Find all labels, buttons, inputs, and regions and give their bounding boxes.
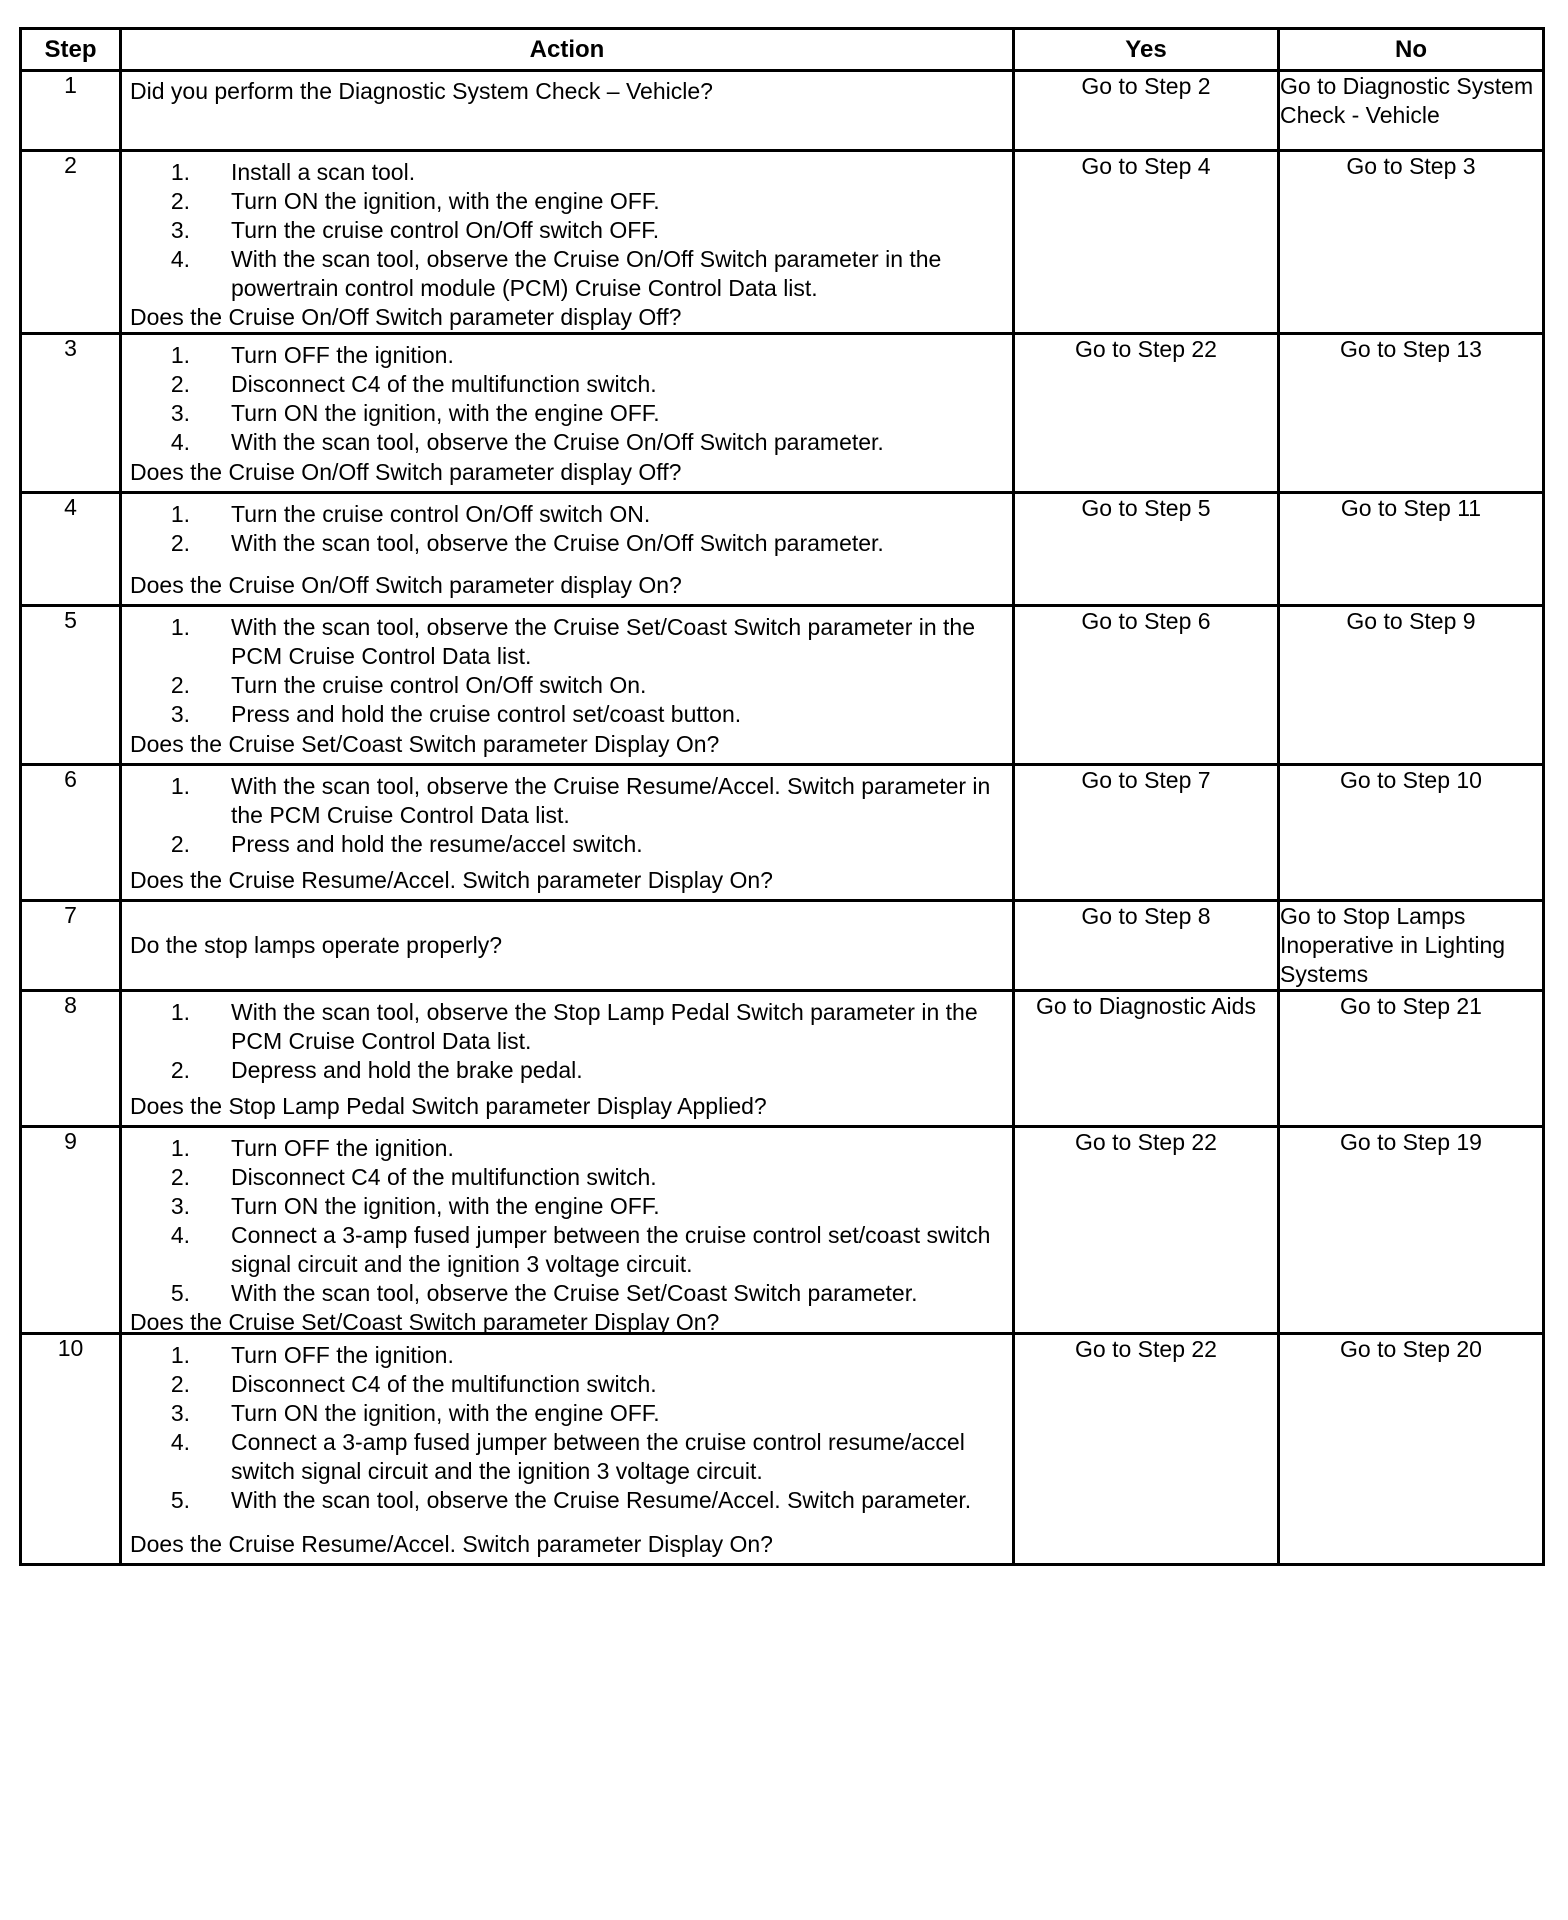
action-cell: [121, 765, 1014, 901]
action-item: [130, 1056, 1006, 1085]
action-item-number: 4.: [170, 1429, 190, 1455]
no-answer: Go to Step 21: [1279, 991, 1544, 1127]
action-cell: [121, 71, 1014, 151]
header-no: No: [1279, 29, 1544, 71]
yes-answer: Go to Step 22: [1014, 1334, 1279, 1565]
question-text: Does the Cruise Resume/Accel. Switch parameter Display On?: [130, 1531, 773, 1557]
action-item-text: Turn OFF the ignition.: [231, 1135, 454, 1161]
yes-answer: Go to Step 5: [1014, 493, 1279, 606]
step-number: 4: [21, 493, 121, 606]
action-item: [130, 399, 1006, 428]
action-cell: [121, 1127, 1014, 1334]
action-item-text: Turn the cruise control On/Off switch OFF.: [231, 217, 660, 243]
action-item: [130, 529, 1006, 558]
action-item-text: Disconnect C4 of the multifunction switch.: [231, 371, 657, 397]
action-item: [130, 1134, 1006, 1163]
step-number: 8: [21, 991, 121, 1127]
no-answer: Go to Step 3: [1279, 151, 1544, 334]
table-row: [21, 1127, 1544, 1334]
yes-answer: Go to Step 2: [1014, 71, 1279, 151]
action-item: [130, 500, 1006, 529]
yes-answer: Go to Step 7: [1014, 765, 1279, 901]
table-row: [21, 991, 1544, 1127]
table-row: [21, 901, 1544, 991]
question-text: Does the Cruise Set/Coast Switch parameter Display On?: [130, 1309, 720, 1335]
table-row: [21, 1334, 1544, 1565]
action-item-number: 1.: [170, 501, 190, 527]
action-item-text: Disconnect C4 of the multifunction switch.: [231, 1371, 657, 1397]
action-item: [130, 1370, 1006, 1399]
action-item: [130, 158, 1006, 187]
table-row: [21, 151, 1544, 334]
action-item-number: 1.: [170, 1135, 190, 1161]
action-item: [130, 700, 1006, 729]
question-text: Did you perform the Diagnostic System Check – Vehicle?: [130, 78, 713, 104]
action-list: [130, 613, 1006, 729]
yes-answer: Go to Step 6: [1014, 606, 1279, 765]
action-cell: [121, 334, 1014, 493]
question-text: Does the Cruise On/Off Switch parameter display Off?: [130, 304, 682, 330]
action-item-text: With the scan tool, observe the Cruise On/Off Switch parameter.: [231, 530, 884, 556]
yes-answer: Go to Step 4: [1014, 151, 1279, 334]
action-item: [130, 613, 1006, 671]
question-text: Does the Cruise Set/Coast Switch parameter Display On?: [130, 731, 720, 757]
step-number: 10: [21, 1334, 121, 1565]
action-item-text: With the scan tool, observe the Cruise Resume/Accel. Switch parameter in the PCM Cruise Control Data list.: [231, 773, 991, 828]
step-number: 3: [21, 334, 121, 493]
yes-answer: Go to Step 22: [1014, 1127, 1279, 1334]
no-answer: Go to Step 13: [1279, 334, 1544, 493]
yes-answer: Go to Step 22: [1014, 334, 1279, 493]
action-item-text: Connect a 3-amp fused jumper between the cruise control resume/accel switch signal circuit and the ignition 3 voltage circuit.: [231, 1429, 965, 1484]
action-item-text: Connect a 3-amp fused jumper between the cruise control set/coast switch signal circuit and the ignition 3 voltage circuit.: [231, 1222, 991, 1277]
action-item-text: Turn ON the ignition, with the engine OFF.: [231, 400, 660, 426]
action-cell: [121, 991, 1014, 1127]
header-row: [21, 29, 1544, 71]
table-row: [21, 765, 1544, 901]
action-item-text: With the scan tool, observe the Cruise Set/Coast Switch parameter.: [231, 1280, 918, 1306]
action-item-text: Turn ON the ignition, with the engine OFF.: [231, 1400, 660, 1426]
step-number: 7: [21, 901, 121, 991]
action-item: [130, 998, 1006, 1056]
yes-answer: Go to Step 8: [1014, 901, 1279, 991]
no-answer: Go to Step 10: [1279, 765, 1544, 901]
action-cell: [121, 493, 1014, 606]
table-row: [21, 606, 1544, 765]
action-cell: [121, 151, 1014, 334]
action-item: [130, 216, 1006, 245]
action-item: [130, 1486, 1006, 1515]
table-row: [21, 334, 1544, 493]
action-item: [130, 428, 1006, 457]
action-item: [130, 187, 1006, 216]
action-item-text: With the scan tool, observe the Cruise Set/Coast Switch parameter in the PCM Cruise Control Data list.: [231, 614, 976, 669]
step-number: 1: [21, 71, 121, 151]
action-item-number: 4.: [170, 246, 190, 272]
table-row: [21, 493, 1544, 606]
action-item: [130, 370, 1006, 399]
step-number: 5: [21, 606, 121, 765]
action-item: [130, 341, 1006, 370]
action-item-text: With the scan tool, observe the Cruise Resume/Accel. Switch parameter.: [231, 1487, 972, 1513]
question-text: Does the Cruise Resume/Accel. Switch parameter Display On?: [130, 867, 773, 893]
no-answer: Go to Step 20: [1279, 1334, 1544, 1565]
action-item-number: 2.: [170, 188, 190, 214]
action-item: [130, 1399, 1006, 1428]
action-item-number: 4.: [170, 429, 190, 455]
question-text: Does the Stop Lamp Pedal Switch parameter Display Applied?: [130, 1093, 767, 1119]
no-answer: Go to Step 19: [1279, 1127, 1544, 1334]
header-action: Action: [121, 29, 1014, 71]
action-item-number: 2.: [170, 530, 190, 556]
action-item-number: 2.: [170, 1057, 190, 1083]
no-answer: Go to Stop Lamps Inoperative in Lighting Systems: [1279, 901, 1544, 991]
action-item-number: 2.: [170, 371, 190, 397]
action-item: [130, 1341, 1006, 1370]
action-item-text: Install a scan tool.: [231, 159, 416, 185]
action-item-number: 1.: [170, 999, 190, 1025]
action-item-number: 1.: [170, 159, 190, 185]
action-item-number: 3.: [170, 400, 190, 426]
action-item-number: 2.: [170, 831, 190, 857]
action-item-number: 1.: [170, 614, 190, 640]
action-list: [130, 1341, 1006, 1515]
action-list: [130, 998, 1006, 1085]
action-item-number: 1.: [170, 342, 190, 368]
action-item-text: Turn the cruise control On/Off switch ON.: [231, 501, 651, 527]
step-number: 9: [21, 1127, 121, 1334]
diagnostic-table: [19, 27, 1545, 1566]
action-item: [130, 671, 1006, 700]
action-list: [130, 341, 1006, 457]
action-item-text: With the scan tool, observe the Cruise On/Off Switch parameter in the powertrain control module (PCM) Cruise Control Data list.: [231, 246, 942, 301]
no-answer: Go to Diagnostic System Check - Vehicle: [1279, 71, 1544, 151]
action-item: [130, 1428, 1006, 1486]
action-item: [130, 830, 1006, 859]
action-item-number: 2.: [170, 1371, 190, 1397]
action-item: [130, 1163, 1006, 1192]
action-item: [130, 1192, 1006, 1221]
action-item-text: Turn ON the ignition, with the engine OFF.: [231, 1193, 660, 1219]
action-item: [130, 1279, 1006, 1308]
no-answer: Go to Step 11: [1279, 493, 1544, 606]
question-text: Does the Cruise On/Off Switch parameter display On?: [130, 572, 682, 598]
action-item-text: With the scan tool, observe the Stop Lamp Pedal Switch parameter in the PCM Cruise Control Data list.: [231, 999, 978, 1054]
action-item: [130, 245, 1006, 303]
action-item-text: Turn OFF the ignition.: [231, 342, 454, 368]
action-item-number: 2.: [170, 672, 190, 698]
action-item-text: Disconnect C4 of the multifunction switch.: [231, 1164, 657, 1190]
question-text: Does the Cruise On/Off Switch parameter display Off?: [130, 459, 682, 485]
yes-answer: Go to Diagnostic Aids: [1014, 991, 1279, 1127]
action-item-text: Turn the cruise control On/Off switch On.: [231, 672, 647, 698]
action-item-number: 3.: [170, 217, 190, 243]
action-item-number: 1.: [170, 773, 190, 799]
action-item-number: 3.: [170, 701, 190, 727]
action-item-number: 3.: [170, 1400, 190, 1426]
table-row: [21, 71, 1544, 151]
no-answer: Go to Step 9: [1279, 606, 1544, 765]
header-yes: Yes: [1014, 29, 1279, 71]
action-item: [130, 772, 1006, 830]
step-number: 6: [21, 765, 121, 901]
step-number: 2: [21, 151, 121, 334]
header-step: Step: [21, 29, 121, 71]
action-item-number: 4.: [170, 1222, 190, 1248]
action-list: [130, 1134, 1006, 1308]
action-item-text: With the scan tool, observe the Cruise On/Off Switch parameter.: [231, 429, 884, 455]
action-item-number: 5.: [170, 1280, 190, 1306]
action-item-number: 1.: [170, 1342, 190, 1368]
action-item-text: Press and hold the resume/accel switch.: [231, 831, 643, 857]
action-item-number: 3.: [170, 1193, 190, 1219]
question-text: Do the stop lamps operate properly?: [130, 932, 503, 958]
action-item-number: 2.: [170, 1164, 190, 1190]
action-cell: [121, 901, 1014, 991]
action-cell: [121, 606, 1014, 765]
action-list: [130, 772, 1006, 859]
action-item-text: Turn OFF the ignition.: [231, 1342, 454, 1368]
action-cell: [121, 1334, 1014, 1565]
action-list: [130, 500, 1006, 558]
action-item-text: Press and hold the cruise control set/coast button.: [231, 701, 742, 727]
action-list: [130, 158, 1006, 303]
action-item-text: Depress and hold the brake pedal.: [231, 1057, 583, 1083]
action-item-number: 5.: [170, 1487, 190, 1513]
action-item-text: Turn ON the ignition, with the engine OFF.: [231, 188, 660, 214]
action-item: [130, 1221, 1006, 1279]
